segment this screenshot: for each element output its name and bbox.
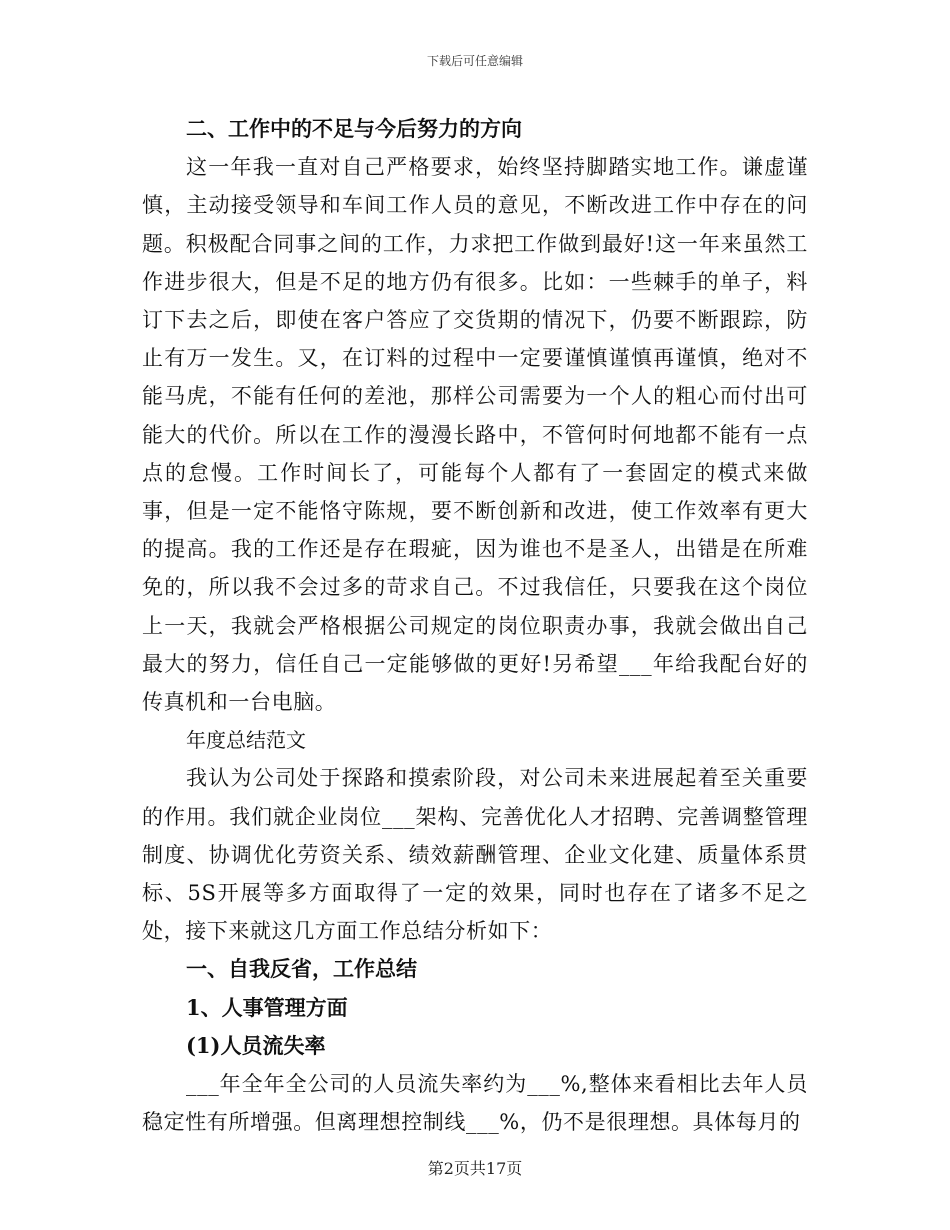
section-heading-self-review: 一、自我反省，工作总结 [186, 956, 417, 982]
subsection-heading-turnover: (1)人员流失率 [186, 1032, 326, 1058]
paragraph-turnover: ___年全年全公司的人员流失率约为___%,整体来看相比去年人员稳定性有所增强。但离理想控制线___%，仍不是很理想。具体每月的 [142, 1072, 808, 1135]
subsection-heading-hr: 1、人事管理方面 [186, 994, 348, 1020]
paragraph-shortcomings: 这一年我一直对自己严格要求，始终坚持脚踏实地工作。谦虚谨慎，主动接受领导和车间工作人员的意见，不断改进工作中存在的问题。积极配合同事之间的工作，力求把工作做到最好!这一年来虽然工作进步很大，但是不足的地方仍有很多。比如：一些棘手的单子，料订下去之后，即使在客户答应了交货期的情况下，仍要不断跟踪，防止有万一发生。又，在订料的过程中一定要谨慎谨慎再谨慎，绝对不能马虎，不能有任何的差池，那样公司需要为一个人的粗心而付出可能大的代价。所以在工作的漫漫长路中，不管何时何地都不能有一点点的怠慢。工作时间长了，可能每个人都有了一套固定的模式来做事，但是一定不能恪守陈规，要不断创新和改进，使工作效率有更大的提高。我的工作还是存在瑕疵，因为谁也不是圣人，出错是在所难免的，所以我不会过多的苛求自己。不过我信任，只要我在这个岗位上一天，我就会严格根据公司规定的岗位职责办事，我就会做出自己最大的努力，信任自己一定能够做的更好!另希望___年给我配台好的传真机和一台电脑。 [142, 155, 808, 715]
page-header: 下载后可任意编辑 [426, 54, 523, 68]
document-body [142, 110, 808, 1141]
section-heading-shortcomings: 二、工作中的不足与今后努力的方向 [186, 116, 522, 141]
document-subtitle: 年度总结范文 [186, 728, 306, 753]
paragraph-intro: 我认为公司处于探路和摸索阶段，对公司未来进展起着至关重要的作用。我们就企业岗位___架构、完善优化人才招聘、完善调整管理制度、协调优化劳资关系、绩效薪酬管理、企业文化建、质量体系贯标、5S开展等多方面取得了一定的效果，同时也存在了诸多不足之处，接下来就这几方面工作总结分析如下： [142, 766, 808, 944]
page-footer: 第2页共17页 [427, 1159, 523, 1178]
